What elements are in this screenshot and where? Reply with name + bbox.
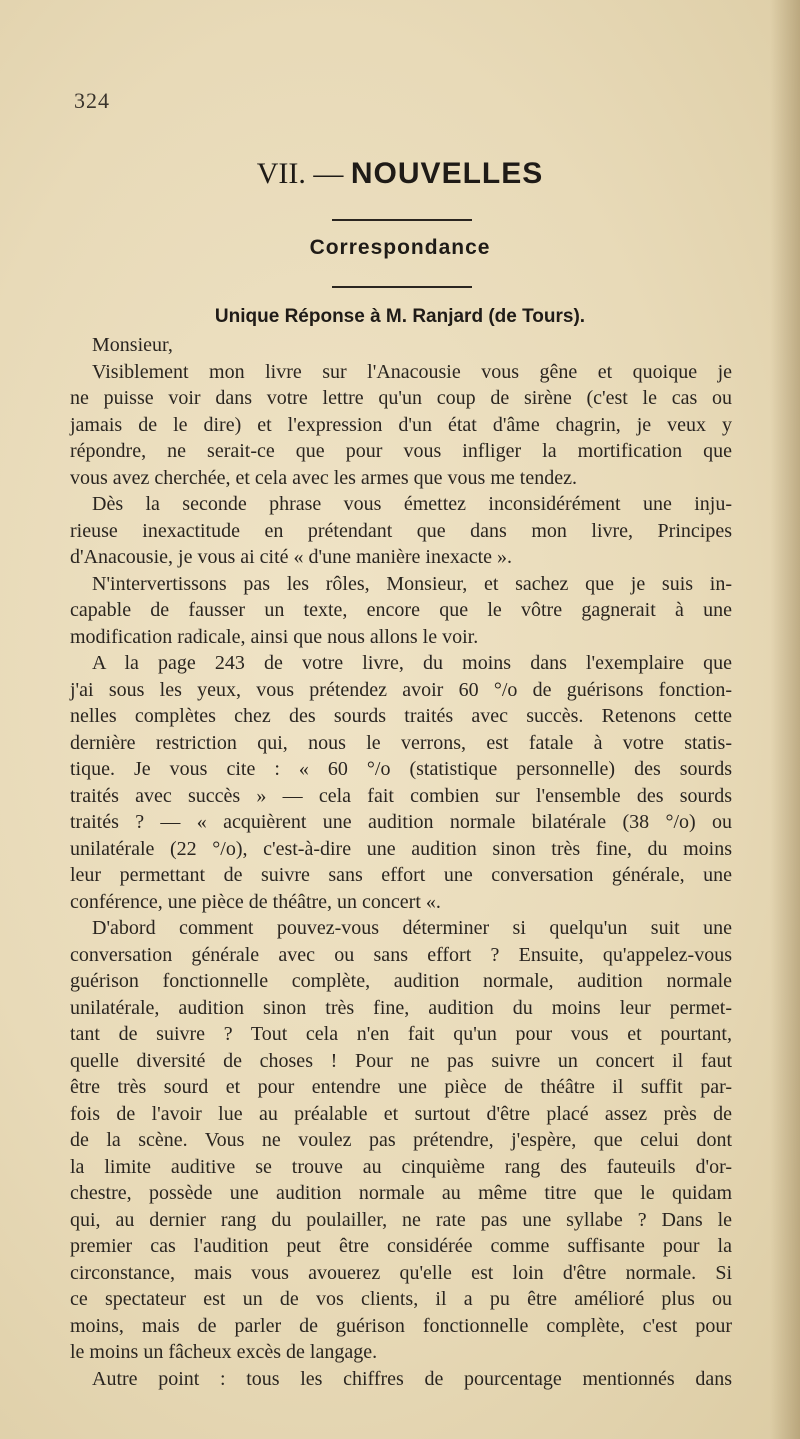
text-line: modification radicale, ainsi que nous allons le voir. bbox=[70, 625, 479, 648]
text-line: le moins un fâcheux excès de langage. bbox=[70, 1341, 378, 1363]
text-line: D'abord comment pouvez-vous déterminer si quelqu'un suit une bbox=[92, 917, 732, 939]
text-line: conversation générale avec ou sans effort ? Ensuite, qu'appelez-vous bbox=[70, 943, 732, 966]
text-line: j'ai sous les yeux, vous prétendez avoir 60 °/o de guérisons fonction- bbox=[70, 678, 732, 701]
text-line: N'intervertissons pas les rôles, Monsieur, et sachez que je suis in- bbox=[92, 572, 732, 595]
text-line: circonstance, mais vous avouerez qu'elle est loin d'être normale. Si bbox=[70, 1261, 732, 1284]
text-line: premier cas l'audition peut être considérée comme suffisante pour la bbox=[70, 1235, 732, 1257]
text-line: dernière restriction qui, nous le verrons, est fatale à votre statis- bbox=[70, 731, 732, 754]
letter-title: Unique Réponse à M. Ranjard (de Tours). bbox=[214, 306, 586, 327]
text-line: unilatérale (22 °/o), c'est-à-dire une audition sinon très fine, du moins bbox=[70, 837, 732, 860]
text-line: guérison fonctionnelle complète, audition normale, audition normale bbox=[70, 970, 732, 992]
text-line: chestre, possède une audition normale au même titre que le quidam bbox=[70, 1182, 732, 1204]
text-line: traités ? — « acquièrent une audition normale bilatérale (38 °/o) ou bbox=[70, 811, 732, 833]
subsection-title: Correspondance bbox=[309, 236, 491, 259]
divider-top bbox=[332, 219, 472, 221]
section-word: NOUVELLES bbox=[350, 157, 544, 190]
text-line: unilatérale, audition sinon très fine, audition du moins leur permet- bbox=[70, 996, 732, 1019]
text-line: conférence, une pièce de théâtre, un concert «. bbox=[70, 890, 441, 913]
text-line: être très sourd et pour entendre une pièce de théâtre il suffit par- bbox=[70, 1076, 732, 1098]
text-line: ne puisse voir dans votre lettre qu'un coup de sirène (c'est le cas ou bbox=[70, 387, 732, 409]
text-line: fois de l'avoir lue au préalable et surtout d'être placé assez près de bbox=[70, 1102, 732, 1125]
text-line: qui, au dernier rang du poulailler, ne rate pas une syllabe ? Dans le bbox=[70, 1208, 732, 1231]
text-line: ce spectateur est un de vos clients, il a pu être amélioré plus ou bbox=[70, 1288, 732, 1310]
text-line: quelle diversité de choses ! Pour ne pas suivre un concert il faut bbox=[70, 1049, 732, 1072]
text-line: A la page 243 de votre livre, du moins dans l'exemplaire que bbox=[92, 652, 732, 674]
text-line: Autre point : tous les chiffres de pourcentage mentionnés dans bbox=[92, 1367, 732, 1390]
text-line: leur permettant de suivre sans effort une conversation générale, une bbox=[70, 864, 732, 886]
text-line: d'Anacousie, je vous ai cité « d'une manière inexacte ». bbox=[70, 546, 513, 568]
text-line: nelles complètes chez des sourds traités avec succès. Retenons cette bbox=[70, 705, 732, 727]
text-line: la limite auditive se trouve au cinquième rang des fauteuils d'or- bbox=[70, 1155, 732, 1178]
letter-body bbox=[70, 332, 732, 1392]
divider-bottom bbox=[332, 286, 472, 288]
text-line: jamais de le dire) et l'expression d'un état d'âme chagrin, je veux y bbox=[70, 413, 732, 436]
page-number: 324 bbox=[74, 88, 110, 113]
text-line: vous avez cherchée, et cela avec les armes que vous me tendez. bbox=[70, 466, 577, 489]
text-line: rieuse inexactitude en prétendant que dans mon livre, Principes bbox=[70, 519, 732, 542]
text-line: moins, mais de parler de guérison fonctionnelle complète, c'est pour bbox=[70, 1314, 732, 1337]
text-line: Monsieur, bbox=[92, 334, 173, 356]
text-line: répondre, ne serait-ce que pour vous infliger la mortification que bbox=[70, 440, 732, 462]
text-line: traités avec succès » — cela fait combien sur l'ensemble des sourds bbox=[70, 784, 732, 807]
text-line: de la scène. Vous ne voulez pas prétendre, j'espère, que celui dont bbox=[70, 1129, 732, 1151]
section-number: VII. — bbox=[256, 157, 344, 190]
section-title bbox=[0, 156, 800, 192]
text-line: capable de fausser un texte, encore que le vôtre gagnerait à une bbox=[70, 599, 732, 621]
text-line: tique. Je vous cite : « 60 °/o (statistique personnelle) des sourds bbox=[70, 758, 732, 780]
text-line: Dès la seconde phrase vous émettez inconsidérément une inju- bbox=[92, 493, 732, 515]
text-line: tant de suivre ? Tout cela n'en fait qu'un pour vous et pourtant, bbox=[70, 1023, 732, 1045]
text-line: Visiblement mon livre sur l'Anacousie vous gêne et quoique je bbox=[92, 360, 732, 383]
